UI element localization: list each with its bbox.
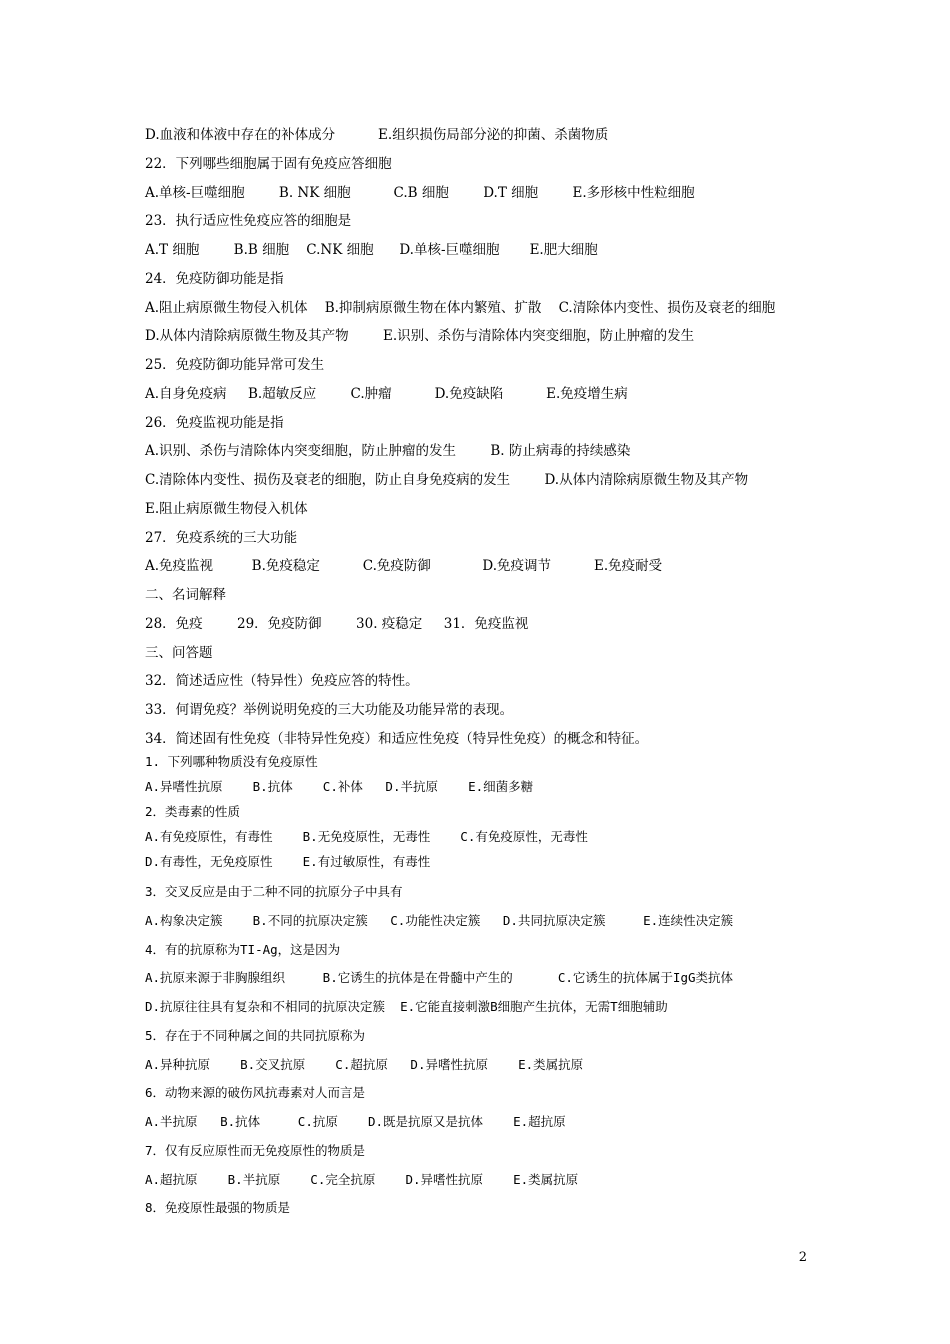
question-6: 6．动物来源的破伤风抗毒素对人而言是 [145, 1085, 366, 1100]
question-7: 7．仅有反应原性而无免疫原性的物质是 [145, 1143, 366, 1158]
question-2: 2．类毒素的性质 [145, 804, 241, 819]
question-3: 3．交叉反应是由于二种不同的抗原分子中具有 [145, 884, 403, 899]
section-heading-qa: 三、问答题 [145, 645, 213, 661]
question-8: 8．免疫原性最强的物质是 [145, 1200, 291, 1215]
options-26-a: A.识别、杀伤与清除体内突变细胞，防止肿瘤的发生 B. 防止病毒的持续感染 [145, 443, 631, 459]
question-1: 1. 下列哪种物质没有免疫原性 [145, 754, 318, 769]
options-26-c: E.阻止病原微生物侵入机体 [145, 501, 308, 517]
options-4-a: A.抗原来源于非胸腺组织 B.它诱生的抗体是在骨髓中产生的 C.它诱生的抗体属于IgG类抗体 [145, 970, 734, 985]
question-24: 24．免疫防御功能是指 [145, 271, 284, 287]
options-1: A.异嗜性抗原 B.抗体 C.补体 D.半抗原 E.细菌多糖 [145, 779, 534, 794]
question-5: 5．存在于不同种属之间的共同抗原称为 [145, 1028, 366, 1043]
question-26: 26．免疫监视功能是指 [145, 415, 284, 431]
question-32: 32．简述适应性（特异性）免疫应答的特性。 [145, 673, 419, 689]
options-26-b: C.清除体内变性、损伤及衰老的细胞，防止自身免疫病的发生 D.从体内清除病原微生物及其产物 [145, 472, 749, 488]
question-27: 27．免疫系统的三大功能 [145, 530, 298, 546]
options-2-b: D.有毒性，无免疫原性 E.有过敏原性，有毒性 [145, 854, 431, 869]
options-27: A.免疫监视 B.免疫稳定 C.免疫防御 D.免疫调节 E.免疫耐受 [145, 558, 663, 574]
options-22: A.单核-巨噬细胞 B. NK 细胞 C.B 细胞 D.T 细胞 E.多形核中性粒细胞 [145, 185, 695, 201]
options-2-a: A.有免疫原性，有毒性 B.无免疫原性，无毒性 C.有免疫原性，无毒性 [145, 829, 588, 844]
options-6: A.半抗原 B.抗体 C.抗原 D.既是抗原又是抗体 E.超抗原 [145, 1114, 566, 1129]
options-3: A.构象决定簇 B.不同的抗原决定簇 C.功能性决定簇 D.共同抗原决定簇 E.连续性决定簇 [145, 913, 734, 928]
question-34: 34．简述固有性免疫（非特异性免疫）和适应性免疫（特异性免疫）的概念和特征。 [145, 731, 649, 747]
question-25: 25．免疫防御功能异常可发生 [145, 357, 325, 373]
page-number: 2 [798, 1250, 807, 1265]
options-4-b: D.抗原往往具有复杂和不相同的抗原决定簇 E.它能直接刺激B细胞产生抗体，无需T细胞辅助 [145, 999, 668, 1014]
options-24-a: A.阻止病原微生物侵入机体 B.抑制病原微生物在体内繁殖、扩散 C.清除体内变性、损伤及衰老的细胞 [145, 300, 776, 316]
options-24-b: D.从体内清除病原微生物及其产物 E.识别、杀伤与清除体内突变细胞，防止肿瘤的发生 [145, 328, 695, 344]
options-25: A.自身免疫病 B.超敏反应 C.肿瘤 D.免疫缺陷 E.免疫增生病 [145, 386, 628, 402]
question-22: 22．下列哪些细胞属于固有免疫应答细胞 [145, 156, 392, 172]
question-33: 33．何谓免疫？举例说明免疫的三大功能及功能异常的表现。 [145, 702, 514, 718]
terms-list: 28．免疫 29．免疫防御 30. 疫稳定 31．免疫监视 [145, 616, 529, 632]
question-23: 23．执行适应性免疫应答的细胞是 [145, 213, 352, 229]
options-23: A.T 细胞 B.B 细胞 C.NK 细胞 D.单核-巨噬细胞 E.肥大细胞 [145, 242, 598, 258]
section-heading-terms: 二、名词解释 [145, 587, 226, 603]
options-7: A.超抗原 B.半抗原 C.完全抗原 D.异嗜性抗原 E.类属抗原 [145, 1172, 579, 1187]
text-line: D.血液和体液中存在的补体成分 E.组织损伤局部分泌的抑菌、杀菌物质 [145, 127, 609, 143]
question-4: 4．有的抗原称为TI-Ag，这是因为 [145, 942, 341, 957]
options-5: A.异种抗原 B.交叉抗原 C.超抗原 D.异嗜性抗原 E.类属抗原 [145, 1057, 584, 1072]
